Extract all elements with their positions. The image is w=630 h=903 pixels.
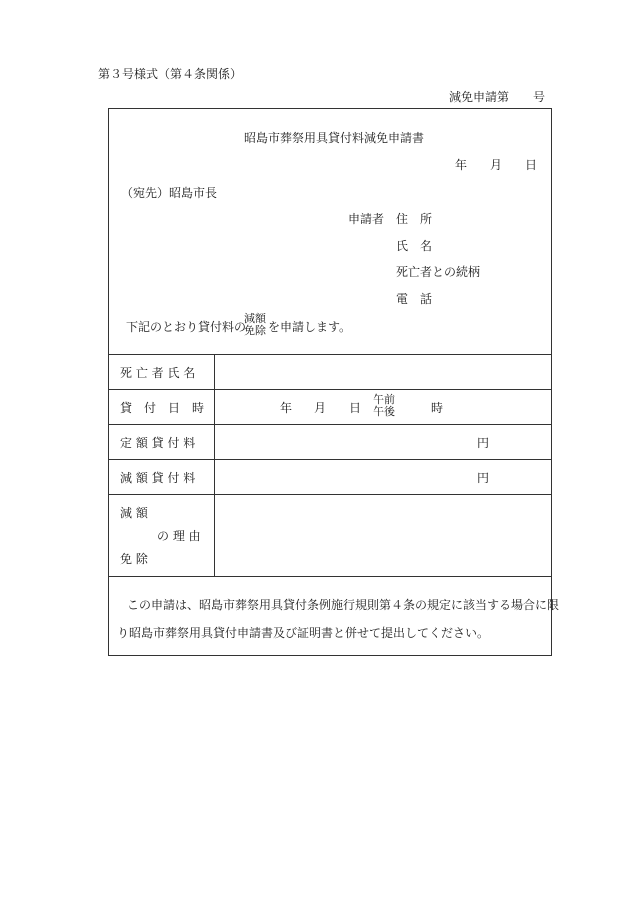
- rental-day-label: 日: [349, 401, 362, 415]
- reduced-fee-label: 減 額 貸 付 料: [120, 471, 196, 485]
- fixed-fee-unit: 円: [477, 436, 490, 450]
- note-line-2: り昭島市葬祭用具貸付申請書及び証明書と併せて提出してください。: [117, 626, 490, 640]
- applicant-phone-label: 電 話: [396, 292, 433, 306]
- am-pm-options: [373, 394, 395, 418]
- deceased-name-label: 死 亡 者 氏 名: [120, 366, 196, 380]
- reduced-fee-unit: 円: [477, 471, 490, 485]
- divider: [108, 354, 552, 355]
- divider: [108, 389, 552, 390]
- divider: [108, 424, 552, 425]
- rental-year-label: 年: [280, 401, 293, 415]
- option-exempt: 免除: [244, 324, 266, 337]
- option-reduce: 減額: [244, 312, 266, 325]
- reason-middle-label: の 理 由: [157, 529, 201, 543]
- applicant-name-label: 氏 名: [396, 239, 433, 253]
- date-day-label: 日: [525, 158, 538, 172]
- divider: [108, 494, 552, 495]
- application-number: 減免申請第 号: [449, 90, 546, 104]
- form-number-label: 第３号様式（第４条関係）: [98, 67, 243, 81]
- divider: [108, 576, 552, 577]
- rental-datetime-label: 貸 付 日 時: [120, 401, 205, 415]
- column-divider: [214, 354, 215, 576]
- applicant-address-label: 住 所: [396, 212, 433, 226]
- applicant-relation-label: 死亡者との続柄: [396, 265, 481, 279]
- reason-exempt-label: 免 除: [120, 552, 148, 566]
- statement-after: を申請します。: [268, 320, 352, 334]
- statement-before: 下記のとおり貸付料の: [126, 320, 247, 334]
- am-label: 午前: [373, 393, 395, 406]
- addressee: （宛先）昭島市長: [121, 186, 218, 200]
- date-year-label: 年: [455, 158, 468, 172]
- pm-label: 午後: [373, 405, 395, 418]
- reason-reduce-label: 減 額: [120, 506, 148, 520]
- divider: [108, 459, 552, 460]
- fixed-fee-label: 定 額 貸 付 料: [120, 436, 196, 450]
- applicant-label: 申請者: [348, 212, 385, 226]
- date-month-label: 月: [490, 158, 503, 172]
- note-line-1: この申請は、昭島市葬祭用具貸付条例施行規則第４条の規定に該当する場合に限: [127, 598, 560, 612]
- statement-options: [244, 313, 266, 337]
- rental-hour-label: 時: [431, 401, 444, 415]
- form-title: 昭島市葬祭用具貸付料減免申請書: [244, 131, 425, 145]
- rental-month-label: 月: [314, 401, 327, 415]
